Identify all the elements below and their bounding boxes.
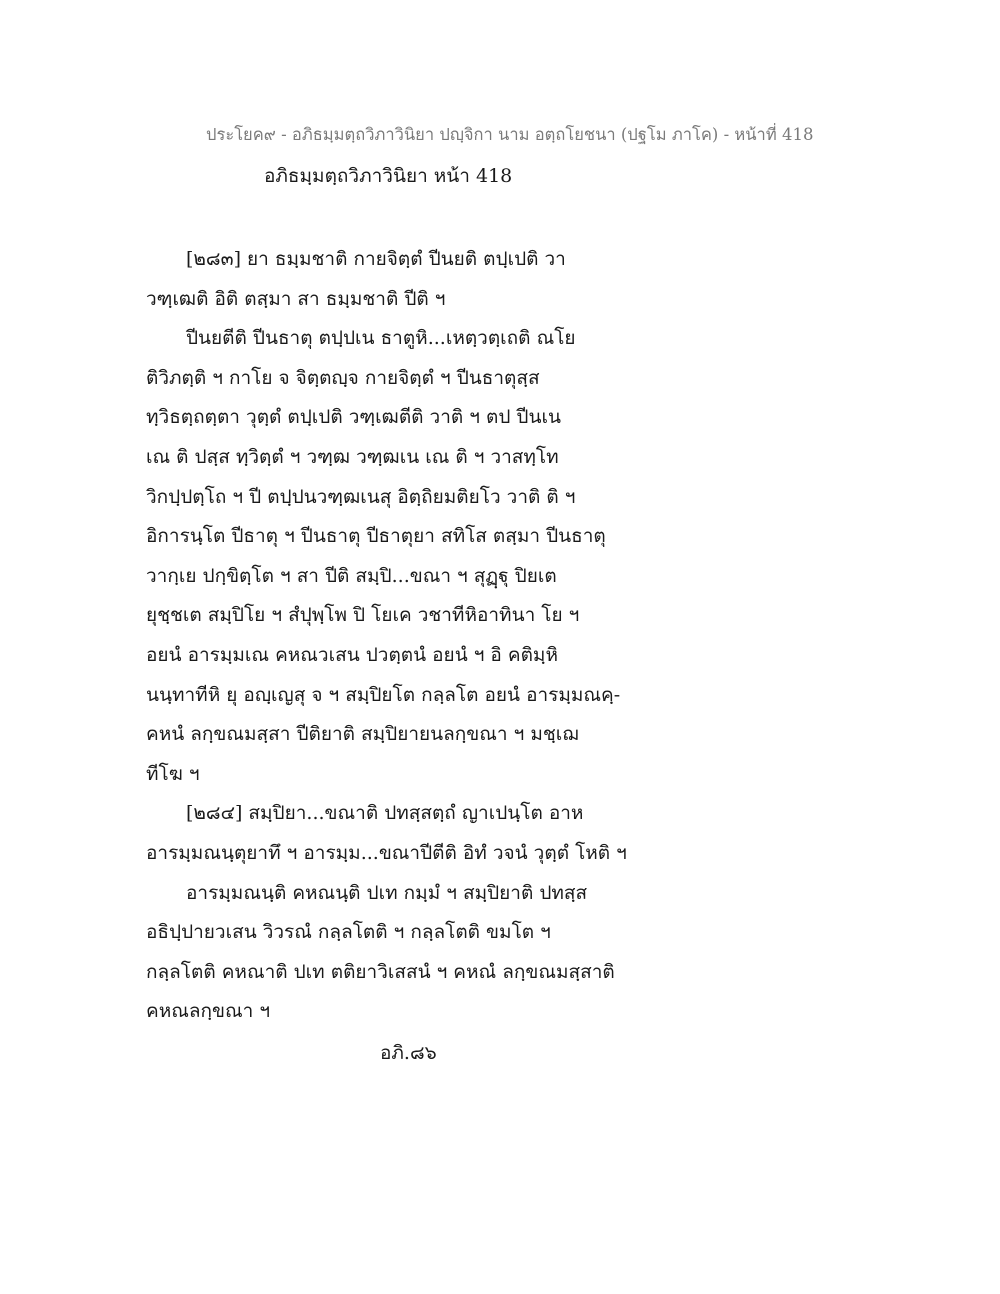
- text-line: [๒๘๔] สมฺปิยา...ขณาติ ปทสฺสตฺถํ ญาเปนฺโต อาห: [186, 802, 584, 825]
- page-code: อภิ.๘๖: [380, 1042, 437, 1064]
- text-line: อารมฺมณนฺตุยาทึ ฯ อารมฺม...ขณาปีตีติ อิทํ วจนํ วุตฺตํ โหติ ฯ: [146, 841, 627, 864]
- text-line: กลฺลโตติ คหณาติ ปเท ตติยาวิเสสนํ ฯ คหณํ ลกฺขณมสฺสาติ: [146, 960, 615, 983]
- text-line: ทีโฆ ฯ: [146, 762, 200, 785]
- running-header: ประโยค๙ - อภิธมฺมตฺถวิภาวินิยา ปญฺจิกา นาม อตฺถโยชนา (ปฐโม ภาโค) - หน้าที่ 418: [206, 125, 814, 144]
- text-line: อธิปฺปายวเสน วิวรณํ กลฺลโตติ ฯ กลฺลโตติ ขมโต ฯ: [146, 921, 551, 944]
- text-line: นนฺทาทีหิ ยุ อญฺเญสุ จ ฯ สมฺปิยโต กลฺลโต อยนํ อารมฺมณคฺ-: [146, 683, 621, 706]
- text-line: [๒๘๓] ยา ธมฺมชาติ กายจิตฺตํ ปีนยติ ตปฺเปติ วา: [186, 248, 566, 270]
- text-line: เณ ติ ปสฺส ทฺวิตฺตํ ฯ วฑฺฒ วฑฺฒเน เณ ติ ฯ วาสทฺโท: [146, 445, 559, 468]
- text-line: ติวิภตฺติ ฯ กาโย จ จิตฺตญฺจ กายจิตฺตํ ฯ ปีนธาตุสฺส: [146, 366, 540, 389]
- text-line: อิการนฺโต ปีธาตุ ฯ ปีนธาตุ ปีธาตุยา สทิโส ตสฺมา ปีนธาตุ: [146, 525, 606, 548]
- text-line: วากฺเย ปกฺขิตฺโต ฯ สา ปีติ สมฺปิ...ขณา ฯ สุฏฺฐุ ปิยเต: [146, 564, 557, 587]
- text-line: คหนํ ลกฺขณมสฺสา ปีติยาติ สมฺปิยายนลกฺขณา ฯ มชฺเฌ: [146, 723, 579, 746]
- text-line: วฑฺเฒติ อิติ ตสฺมา สา ธมฺมชาติ ปีติ ฯ: [146, 287, 446, 310]
- text-line: วิกปฺปตฺโถ ฯ ปี ตปฺปนวฑฺฒเนสุ อิตฺถิยมติยโว วาติ ติ ฯ: [146, 485, 576, 508]
- text-line: ทฺวิธตฺถตฺตา วุตฺตํ ตปฺเปติ วฑฺเฒตีติ วาติ ฯ ตป ปีนเน: [146, 406, 561, 429]
- document-body: [146, 240, 666, 1032]
- page-title: อภิธมฺมตฺถวิภาวินิยา หน้า 418: [264, 165, 513, 187]
- text-line: อยนํ อารมฺมเณ คหณวเสน ปวตฺตนํ อยนํ ฯ อิ คติมฺหิ: [146, 643, 558, 666]
- text-line: ยุชฺชเต สมฺปิโย ฯ สํปุพฺโพ ปิ โยเค วชาทีหิอาทินา โย ฯ: [146, 604, 580, 627]
- text-line: ปีนยตีติ ปีนธาตุ ตปฺปเน ธาตูหิ...เหตฺวตฺเถติ ณโย: [186, 327, 576, 350]
- text-line: อารมฺมณนฺติ คหณนฺติ ปเท กมฺมํ ฯ สมฺปิยาติ ปทสฺส: [186, 881, 588, 904]
- text-line: คหณลกฺขณา ฯ: [146, 1000, 271, 1023]
